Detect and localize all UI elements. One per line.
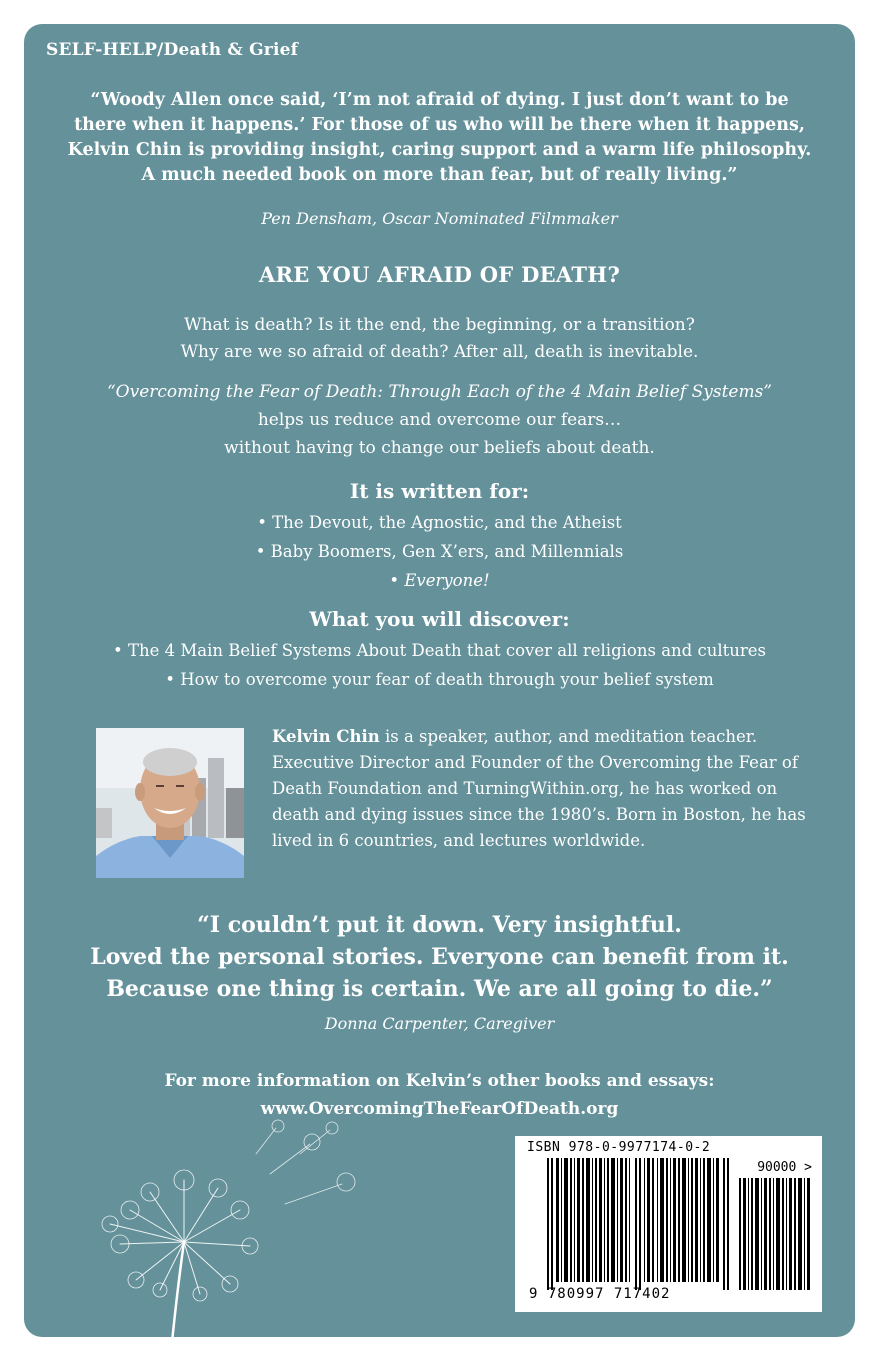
ean-number: 9 780997 717402 <box>529 1286 671 1302</box>
author-bio <box>272 724 812 854</box>
reader-quote-attribution: Donna Carpenter, Caregiver <box>324 1014 555 1033</box>
quote-line: Loved the personal stories. Everyone can benefit from it. <box>90 944 789 970</box>
list-item: • How to overcome your fear of death through your belief system <box>165 670 714 689</box>
quote-line: “I couldn’t put it down. Very insightful. <box>197 912 682 938</box>
list-item <box>34 566 845 595</box>
more-info-text: For more information on Kelvin’s other books and essays: <box>164 1071 715 1091</box>
website-link[interactable]: www.OvercomingTheFearOfDeath.org <box>260 1099 619 1119</box>
discover-heading: What you will discover: <box>309 607 570 631</box>
book-line: without having to change our beliefs about death. <box>224 438 655 458</box>
quote-line: Because one thing is certain. We are all going to die.” <box>106 976 773 1002</box>
list-item: • Baby Boomers, Gen X’ers, and Millennials <box>255 542 624 561</box>
author-name: Kelvin Chin <box>272 727 380 746</box>
question-line: Why are we so afraid of death? After all, death is inevitable. <box>180 342 699 362</box>
list-item: • The Devout, the Agnostic, and the Atheist <box>257 513 622 532</box>
endorsement-attribution: Pen Densham, Oscar Nominated Filmmaker <box>261 209 618 228</box>
back-cover <box>24 24 855 1337</box>
bullet-prefix: • <box>389 571 405 590</box>
question-line: What is death? Is it the end, the beginning, or a transition? <box>184 315 695 335</box>
list-item-everyone: Everyone! <box>404 571 490 590</box>
main-heading: ARE YOU AFRAID OF DEATH? <box>258 262 621 287</box>
isbn-label: ISBN 978-0-9977174-0-2 <box>527 1140 711 1155</box>
reader-quote <box>44 909 835 1005</box>
questions-block <box>44 312 835 366</box>
barcode-bars <box>547 1158 733 1290</box>
written-for-heading: It is written for: <box>349 479 530 503</box>
author-photo <box>96 728 244 878</box>
author-bio-text: is a speaker, author, and meditation teacher. Executive Director and Founder of the Overcoming the Fear of Death Foundation and TurningWithin.org, he has worked on death and dying issues since the 1980’s. Born in Boston, he has lived in 6 countries, and lectures worldwide. <box>272 727 806 850</box>
addon-barcode-bars <box>739 1178 813 1290</box>
category-label: SELF-HELP/Death & Grief <box>46 40 299 60</box>
list-item: • The 4 Main Belief Systems About Death that cover all religions and cultures <box>112 641 766 660</box>
price-code: 90000 > <box>757 1160 812 1175</box>
isbn-barcode <box>515 1136 822 1312</box>
endorsement-quote: “Woody Allen once said, ‘I’m not afraid of dying. I just don’t want to be there when it happens.’ For those of us who will be there when it happens, Kelvin Chin is providing insight, caring support and a warm life philosophy. A much needed book on more than fear, but of really living.” <box>67 90 812 185</box>
written-for-list <box>34 508 845 595</box>
book-title: “Overcoming the Fear of Death: Through Each of the 4 Main Belief Systems” <box>106 382 773 402</box>
discover-list <box>34 636 845 694</box>
dandelion-illustration <box>80 1114 390 1337</box>
book-description <box>44 378 835 462</box>
book-line: helps us reduce and overcome our fears… <box>257 410 622 430</box>
